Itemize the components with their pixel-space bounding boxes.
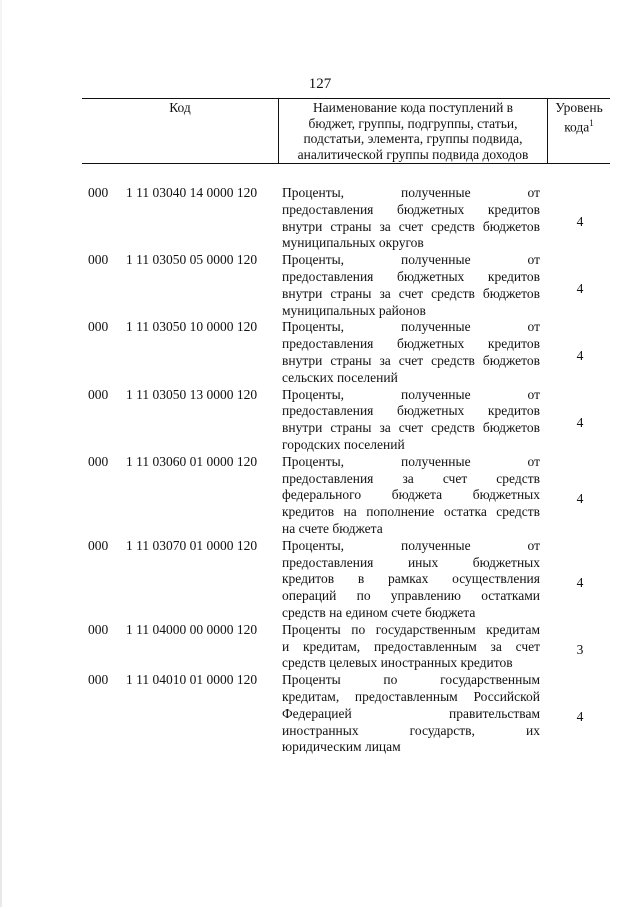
revenue-name-line: Федерацией правительствам (282, 705, 540, 721)
revenue-name-line: кредитам, предоставленным Российской (282, 688, 540, 704)
revenue-name-line: кредитов в рамках осуществления (282, 571, 540, 587)
revenue-name-line: и кредитам, предоставленным за счет (282, 638, 540, 654)
admin-code: 000 (88, 386, 109, 402)
table-header (82, 98, 610, 164)
level-code: 3 (576, 641, 584, 657)
admin-code: 000 (88, 319, 109, 335)
revenue-name-line: Проценты, полученные от (282, 252, 540, 268)
header-code: Код (169, 100, 191, 115)
revenue-name-line: предоставления бюджетных кредитов (282, 336, 540, 352)
admin-code: 000 (88, 252, 109, 268)
revenue-name (282, 672, 540, 756)
revenue-code: 1 11 03070 01 0000 120 (126, 537, 258, 553)
level-code: 4 (576, 347, 584, 363)
revenue-name-line: внутри страны за счет средств бюджетов (282, 420, 540, 436)
header-top-rule (82, 98, 610, 99)
revenue-name-line: внутри страны за счет средств бюджетов (282, 352, 540, 368)
level-code: 4 (576, 213, 584, 229)
admin-code: 000 (88, 185, 109, 200)
revenue-name (282, 185, 540, 252)
revenue-name (282, 538, 540, 622)
revenue-name-line: внутри страны за счет средств бюджетов (282, 285, 540, 301)
table-row (0, 672, 640, 756)
revenue-name (282, 622, 540, 672)
page-number: 127 (308, 76, 332, 92)
level-code: 4 (576, 574, 584, 590)
revenue-name-line: внутри страны за счет средств бюджетов (282, 218, 540, 234)
revenue-name (282, 454, 540, 538)
table-body (0, 185, 640, 756)
header-name-line: Наименование кода поступлений в (312, 100, 514, 115)
revenue-name-line: предоставления бюджетных кредитов (282, 201, 540, 217)
table-row (0, 454, 640, 538)
revenue-name-line: кредитов на пополнение остатка средств (282, 504, 540, 520)
header-name-line: аналитической группы подвида доходов (297, 146, 529, 162)
table-row (0, 319, 640, 386)
revenue-name-line: федерального бюджета бюджетных (282, 487, 540, 503)
revenue-name-line: средств целевых иностранных кредитов (282, 655, 513, 671)
level-code: 4 (576, 709, 584, 725)
table-row (0, 538, 640, 622)
revenue-name (282, 387, 540, 454)
revenue-code: 1 11 04000 00 0000 120 (126, 621, 258, 637)
table-row (0, 185, 640, 252)
header-name-line: подстатьи, элемента, группы подвида, (303, 131, 523, 146)
revenue-name-line: сельских поселений (282, 369, 398, 385)
revenue-name-line: операций по управлению остатками (282, 588, 540, 604)
revenue-name-line: средств на едином счете бюджета (282, 604, 476, 620)
revenue-name-line: предоставления бюджетных кредитов (282, 403, 540, 419)
header-level-word: кода (564, 119, 590, 134)
revenue-name-line: иностранных государств, их (282, 722, 540, 738)
header-name-line: бюджет, группы, подгруппы, статьи, (308, 115, 518, 131)
table-row (0, 252, 640, 319)
level-code: 4 (576, 280, 584, 296)
header-name (279, 100, 547, 162)
revenue-code: 1 11 03050 05 0000 120 (126, 252, 258, 268)
revenue-name-line: муниципальных районов (282, 302, 426, 318)
revenue-name-line: Проценты, полученные от (282, 319, 540, 335)
header-level-line2 (548, 116, 610, 135)
revenue-name-line: на счете бюджета (282, 520, 383, 536)
level-code: 4 (576, 415, 584, 431)
revenue-name-line: юридическим лицам (282, 739, 401, 755)
revenue-code: 1 11 03050 13 0000 120 (126, 386, 258, 402)
revenue-name-line: предоставления за счет средств (282, 470, 540, 486)
revenue-code: 1 11 03050 10 0000 120 (126, 319, 258, 335)
level-code: 4 (576, 490, 584, 506)
revenue-name-line: предоставления иных бюджетных (282, 554, 540, 570)
revenue-name-line: Проценты по государственным (282, 672, 540, 688)
table-row (0, 622, 640, 672)
admin-code: 000 (88, 672, 109, 688)
revenue-name-line: муниципальных округов (282, 235, 424, 251)
revenue-name-line: Проценты, полученные от (282, 386, 540, 402)
admin-code: 000 (88, 453, 109, 469)
footnote-marker: 1 (589, 117, 594, 128)
table-row (0, 387, 640, 454)
revenue-name (282, 319, 540, 386)
revenue-name-line: Проценты, полученные от (282, 453, 540, 469)
header-bottom-rule (82, 163, 610, 164)
revenue-code: 1 11 03060 01 0000 120 (126, 453, 258, 469)
revenue-name-line: Проценты, полученные от (282, 185, 540, 200)
revenue-name-line: Проценты по государственным кредитам (282, 621, 540, 637)
admin-code: 000 (88, 537, 109, 553)
revenue-code: 1 11 03040 14 0000 120 (126, 185, 258, 200)
header-level-line1: Уровень (555, 100, 603, 115)
revenue-name-line: городских поселений (282, 436, 405, 452)
admin-code: 000 (88, 621, 109, 637)
revenue-name-line: предоставления бюджетных кредитов (282, 268, 540, 284)
revenue-name-line: Проценты, полученные от (282, 537, 540, 553)
revenue-code: 1 11 04010 01 0000 120 (126, 672, 258, 688)
revenue-name (282, 252, 540, 319)
header-level (548, 100, 610, 135)
